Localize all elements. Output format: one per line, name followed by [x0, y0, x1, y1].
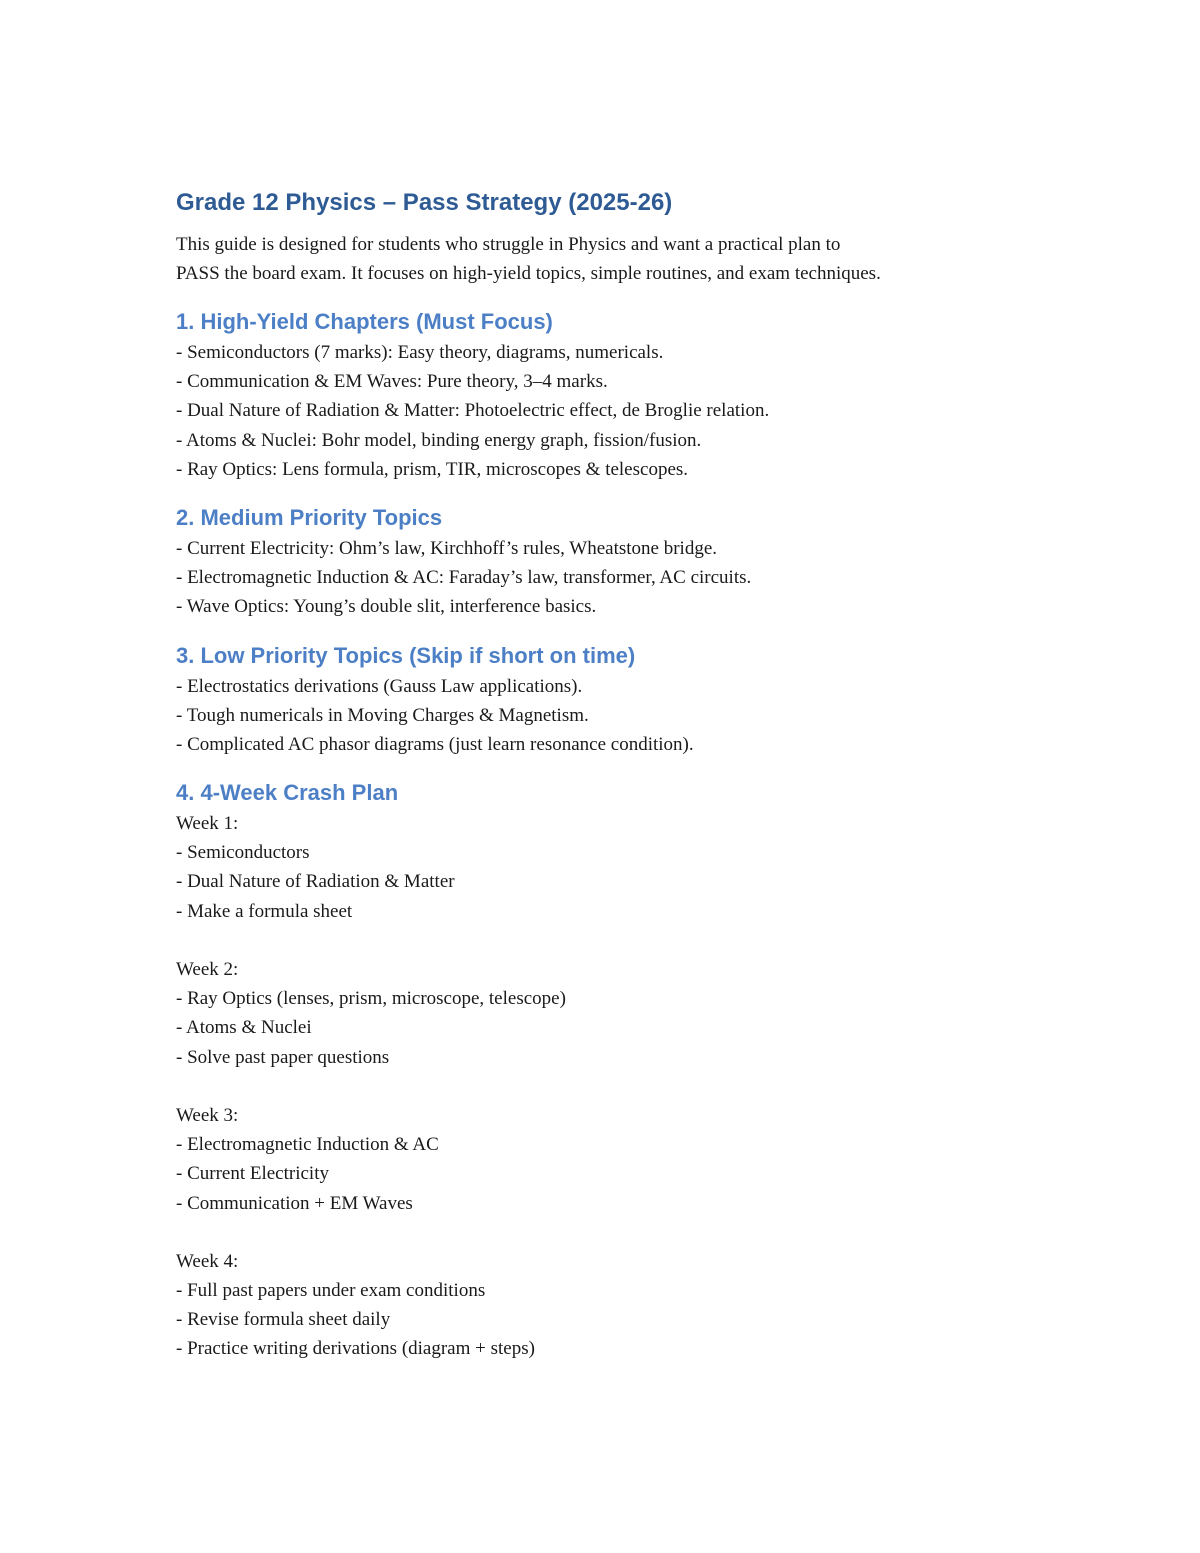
week-label: Week 2: — [176, 959, 239, 980]
intro-line: This guide is designed for students who struggle in Physics and want a practical plan to — [176, 234, 841, 255]
list-item: - Dual Nature of Radiation & Matter: Photoelectric effect, de Broglie relation. — [176, 400, 770, 422]
list-item: - Wave Optics: Young’s double slit, interference basics. — [176, 596, 597, 618]
week-label: Week 4: — [176, 1250, 239, 1272]
section-low-priority — [176, 640, 1076, 760]
list-item: - Revise formula sheet daily — [176, 1309, 391, 1331]
list-item: - Make a formula sheet — [176, 900, 353, 922]
list-item: - Tough numericals in Moving Charges & Magnetism. — [176, 704, 589, 726]
week-label: Week 1: — [176, 813, 239, 835]
list-item: - Semiconductors (7 marks): Easy theory, diagrams, numericals. — [176, 342, 664, 363]
section-medium-priority — [176, 502, 1076, 622]
list-item: - Electromagnetic Induction & AC: Faraday’s law, transformer, AC circuits. — [176, 567, 752, 589]
list-item: - Full past papers under exam conditions — [176, 1280, 486, 1302]
list-item: - Electromagnetic Induction & AC — [176, 1134, 439, 1156]
list-item: - Atoms & Nuclei — [176, 1017, 312, 1039]
list-item: - Communication + EM Waves — [176, 1192, 413, 1214]
list-item: - Current Electricity: Ohm’s law, Kirchhoff’s rules, Wheatstone bridge. — [176, 537, 717, 559]
section-heading: 4. 4-Week Crash Plan — [176, 780, 399, 806]
intro-paragraph — [176, 230, 1076, 288]
week-block — [176, 955, 1076, 1072]
list-item: - Current Electricity — [176, 1163, 329, 1185]
document-page — [176, 186, 1076, 1364]
list-item: - Communication & EM Waves: Pure theory, 3–4 marks. — [176, 371, 608, 393]
section-heading: 1. High-Yield Chapters (Must Focus) — [176, 309, 553, 334]
section-high-yield — [176, 306, 1076, 484]
section-heading: 2. Medium Priority Topics — [176, 504, 443, 530]
week-block — [176, 809, 1076, 926]
week-label: Week 3: — [176, 1104, 239, 1126]
week-block — [176, 1247, 1076, 1364]
document-title: Grade 12 Physics – Pass Strategy (2025-26) — [176, 189, 673, 216]
week-block — [176, 1101, 1076, 1218]
section-crash-plan — [176, 777, 1076, 1364]
list-item: - Ray Optics: Lens formula, prism, TIR, microscopes & telescopes. — [176, 458, 689, 480]
list-item: - Dual Nature of Radiation & Matter — [176, 871, 455, 893]
intro-line: PASS the board exam. It focuses on high-yield topics, simple routines, and exam techniques. — [176, 263, 881, 284]
list-item: - Ray Optics (lenses, prism, microscope, telescope) — [176, 988, 566, 1010]
list-item: - Electrostatics derivations (Gauss Law applications). — [176, 675, 583, 697]
list-item: - Solve past paper questions — [176, 1046, 390, 1068]
list-item: - Atoms & Nuclei: Bohr model, binding energy graph, fission/fusion. — [176, 429, 702, 451]
section-heading: 3. Low Priority Topics (Skip if short on time) — [176, 642, 636, 668]
list-item: - Practice writing derivations (diagram + steps) — [176, 1338, 535, 1360]
list-item: - Semiconductors — [176, 842, 310, 864]
list-item: - Complicated AC phasor diagrams (just learn resonance condition). — [176, 733, 694, 755]
